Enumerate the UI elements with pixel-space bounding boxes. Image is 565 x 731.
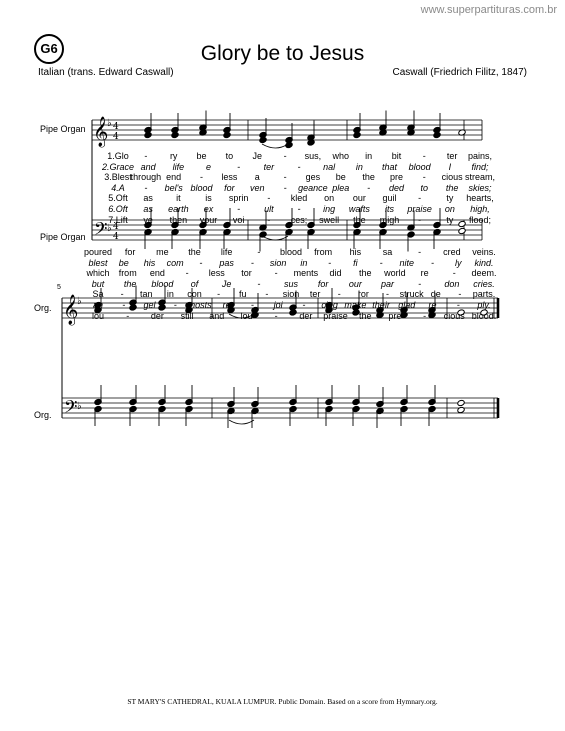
- lyric-syllable: -: [283, 172, 287, 183]
- lyric-syllable: plea: [332, 182, 350, 193]
- lyric-syllable: -: [297, 204, 301, 214]
- lyric-syllable: gel: [143, 300, 156, 310]
- lyric-syllable: ror: [357, 289, 369, 300]
- lyric-syllable: be: [118, 257, 129, 268]
- lyric-syllable: end: [166, 172, 182, 183]
- lyric-syllable: life: [220, 247, 233, 257]
- lyric-syllable: parts.: [472, 289, 496, 300]
- lyric-syllable: sprin: [228, 193, 249, 204]
- lyric-syllable: -: [274, 268, 278, 279]
- lyric-syllable: world: [384, 268, 406, 279]
- lyric-syllable: fu: [238, 289, 247, 300]
- lyrics_system2-line-3: [0, 268, 565, 279]
- lyric-syllable: ments: [293, 268, 319, 279]
- lyric-syllable: -: [302, 300, 306, 310]
- lyric-syllable: bel's: [164, 182, 183, 193]
- lyric-syllable: the: [358, 268, 372, 279]
- bass-clef-icon: 𝄢: [94, 219, 108, 243]
- slur: [262, 236, 288, 240]
- music-credit: Caswall (Friedrich Filitz, 1847): [392, 67, 527, 78]
- lyric-syllable: praise: [407, 204, 432, 214]
- lyric-syllable: de: [430, 289, 441, 300]
- lyric-syllable: e: [205, 161, 212, 172]
- lyric-syllable: -: [418, 247, 422, 257]
- lyric-syllable: the: [445, 182, 459, 193]
- lyric-syllable: less: [221, 172, 238, 183]
- lyrics_system2-line-6: [0, 300, 565, 311]
- lyric-syllable: -: [422, 172, 426, 183]
- lyric-syllable: sus,: [304, 151, 322, 161]
- lyric-syllable: ter: [309, 289, 321, 300]
- lyrics_system2-line-1: [0, 247, 565, 258]
- lyric-syllable: -: [456, 300, 460, 310]
- lyric-syllable: to: [225, 151, 234, 161]
- lyric-syllable: tan: [139, 289, 153, 300]
- flat-icon: ♭: [77, 296, 82, 307]
- treble-clef-icon: 𝄞: [63, 295, 79, 325]
- lyric-syllable: ty: [446, 193, 454, 204]
- lyric-syllable: that: [381, 161, 398, 172]
- lyric-syllable: but: [91, 278, 105, 289]
- lyric-syllable: struck: [399, 289, 424, 300]
- lyric-syllable: blest: [88, 257, 108, 268]
- lyric-syllable: -: [458, 289, 462, 300]
- site-watermark: www.superpartituras.com.br: [420, 4, 557, 16]
- lyric-syllable: -: [199, 257, 203, 268]
- lyric-syllable: a: [254, 172, 260, 183]
- lyric-syllable: tor: [241, 268, 252, 279]
- flat-icon: ♭: [107, 118, 112, 129]
- lyric-syllable: ces;: [290, 214, 308, 225]
- hymn-number-badge: G6: [34, 34, 64, 64]
- lyrics_system1-line-5: [0, 193, 565, 204]
- lyrics_system1-line-1: [0, 151, 565, 162]
- lyric-syllable: 1.Glo: [107, 151, 129, 161]
- lyric-syllable: hearts,: [466, 193, 494, 204]
- lyric-syllable: on: [324, 193, 335, 204]
- lyric-syllable: poured: [83, 247, 113, 257]
- footer-credit: ST MARY'S CATHEDRAL, KUALA LUMPUR. Public Domain. Based on a score from Hymnary.org.: [127, 697, 438, 706]
- lyric-syllable: find;: [471, 161, 489, 172]
- lyric-syllable: -: [367, 182, 371, 193]
- lyric-syllable: kind.: [474, 257, 494, 268]
- text-credit: Italian (trans. Edward Caswall): [38, 67, 174, 78]
- time-sig-top: 4: [113, 122, 119, 132]
- lyric-syllable: -: [423, 310, 427, 321]
- lyric-syllable: -: [386, 289, 389, 300]
- lyric-syllable: con: [187, 289, 202, 300]
- lyric-syllable: their: [372, 300, 390, 310]
- lyric-syllable: Je: [252, 151, 262, 161]
- lyric-syllable: -: [257, 278, 261, 289]
- lyrics_system2-line-5: [0, 289, 565, 300]
- lyric-syllable: -: [431, 257, 435, 268]
- lyric-syllable: par: [380, 278, 395, 289]
- lyric-syllable: -: [379, 257, 383, 268]
- lyric-syllable: blood: [190, 182, 213, 193]
- lyric-syllable: hosts: [190, 300, 212, 310]
- lyric-syllable: did: [329, 268, 342, 279]
- lyrics_system1-line-2: [0, 162, 565, 173]
- lyric-syllable: -: [120, 289, 124, 300]
- lyric-syllable: 5.Oft: [108, 193, 128, 204]
- lyric-syllable: -: [267, 193, 271, 204]
- lyric-syllable: it: [176, 193, 181, 204]
- lyric-syllable: to: [420, 182, 429, 193]
- lyric-syllable: be: [335, 172, 346, 183]
- time-sig-bottom: 4: [113, 232, 119, 242]
- note-head: [457, 406, 465, 413]
- lyric-syllable: be: [196, 151, 207, 161]
- lyric-syllable: -: [122, 300, 126, 310]
- lyric-syllable: 3.Blest: [104, 172, 132, 183]
- lyric-syllable: ply.: [477, 300, 491, 310]
- lyric-syllable: our: [352, 193, 366, 204]
- lyric-syllable: its: [385, 204, 394, 214]
- lyric-syllable: earth: [168, 204, 189, 214]
- lyric-syllable: on: [444, 204, 455, 214]
- lyric-syllable: cious: [443, 310, 465, 321]
- lyrics_system1-line-3: [0, 172, 565, 183]
- lyric-syllable: don: [444, 278, 460, 289]
- lyric-syllable: in: [300, 257, 308, 268]
- lyric-syllable: blood: [279, 247, 303, 257]
- lyric-syllable: and: [140, 161, 156, 172]
- lyric-syllable: me: [156, 247, 169, 257]
- lyric-syllable: -: [237, 161, 241, 172]
- lyric-syllable: cries.: [473, 278, 495, 289]
- lyric-syllable: lou: [240, 310, 253, 321]
- lyric-syllable: ter: [263, 161, 275, 172]
- flat-icon: ♭: [77, 401, 82, 412]
- slur: [229, 420, 254, 424]
- lyric-syllable: bit: [391, 151, 402, 161]
- lyric-syllable: skies;: [468, 182, 492, 193]
- lyric-syllable: re: [420, 268, 429, 279]
- lyric-syllable: 6.Oft: [108, 204, 128, 214]
- lyric-syllable: geance: [298, 182, 328, 193]
- lyric-syllable: pas: [219, 257, 234, 268]
- lyrics_system2-line-2: [0, 258, 565, 269]
- lyric-syllable: cred: [443, 247, 461, 257]
- lyric-syllable: re: [222, 300, 231, 310]
- lyric-syllable: from: [118, 268, 137, 279]
- lyric-syllable: -: [200, 172, 204, 183]
- lyric-syllable: cing: [321, 300, 338, 310]
- instrument-label-lower-sys2: Org.: [34, 410, 52, 420]
- lyric-syllable: Sa: [92, 289, 104, 300]
- lyric-syllable: -: [267, 214, 271, 225]
- lyric-syllable: for: [124, 247, 136, 257]
- flat-icon: ♭: [107, 223, 112, 234]
- lyric-syllable: is: [205, 193, 212, 204]
- lyric-syllable: re: [428, 300, 437, 310]
- lyric-syllable: voi: [232, 214, 245, 225]
- lyric-syllable: blood: [151, 278, 174, 289]
- lyric-syllable: -: [250, 257, 254, 268]
- lyric-syllable: end: [149, 268, 165, 279]
- lyric-syllable: wafts: [348, 204, 370, 214]
- lyric-syllable: the: [353, 214, 366, 225]
- lyric-syllable: glad: [398, 300, 416, 310]
- lyric-syllable: sa: [382, 247, 393, 257]
- lyric-syllable: -: [237, 204, 241, 214]
- lyric-syllable: 7.Lift: [108, 214, 128, 225]
- slur: [262, 144, 288, 148]
- lyric-syllable: as: [143, 204, 153, 214]
- bass-clef-icon: 𝄢: [64, 397, 78, 421]
- lyric-syllable: -: [274, 310, 278, 321]
- lyric-syllable: ty: [446, 214, 454, 225]
- lyric-syllable: nal: [323, 161, 336, 172]
- lyric-syllable: -: [328, 257, 332, 268]
- lyric-syllable: less: [208, 268, 225, 279]
- lyric-syllable: der: [299, 310, 313, 321]
- lyric-syllable: cious: [441, 172, 463, 183]
- lyric-syllable: der: [150, 310, 164, 321]
- lyric-syllable: flood;: [468, 214, 492, 225]
- lyric-syllable: ter: [446, 151, 458, 161]
- page-title: Glory be to Jesus: [200, 42, 365, 65]
- lyric-syllable: praise: [323, 310, 348, 321]
- lyric-syllable: I: [448, 161, 452, 172]
- lyric-syllable: blood.: [471, 310, 497, 321]
- lyric-syllable: still: [180, 310, 194, 321]
- lyric-syllable: pre: [389, 172, 403, 183]
- instrument-label-upper: Pipe Organ: [40, 124, 86, 134]
- lyric-syllable: blood: [408, 161, 431, 172]
- lyric-syllable: ult: [264, 204, 274, 214]
- treble-clef-icon: 𝄞: [93, 117, 109, 147]
- lyric-syllable: ly: [455, 257, 462, 268]
- lyric-syllable: life: [172, 161, 185, 172]
- lyric-syllable: veins.: [472, 247, 496, 257]
- lyric-syllable: -: [185, 268, 189, 279]
- lyric-syllable: -: [126, 310, 130, 321]
- lyric-syllable: ven: [249, 182, 265, 193]
- lyric-syllable: -: [173, 300, 177, 310]
- lyric-syllable: swell: [319, 214, 340, 225]
- lyric-syllable: in: [166, 289, 174, 300]
- lyric-syllable: the: [362, 172, 375, 183]
- lyric-syllable: in: [365, 151, 373, 161]
- lyric-syllable: pre: [388, 310, 402, 321]
- lyric-syllable: com: [166, 257, 184, 268]
- lyrics_system2-line-4: [0, 279, 565, 290]
- lyric-syllable: nite: [399, 257, 415, 268]
- lyric-syllable: through: [130, 172, 162, 183]
- lyric-syllable: ges: [305, 172, 321, 183]
- lyric-syllable: -: [250, 300, 254, 310]
- lyric-syllable: of: [190, 278, 199, 289]
- lyrics_system2-line-7: [0, 311, 565, 322]
- instrument-label-upper-sys2: Org.: [34, 303, 52, 313]
- lyric-syllable: deem.: [471, 268, 497, 279]
- note-head: [458, 227, 466, 234]
- lyric-syllable: his: [143, 257, 156, 268]
- lyric-syllable: our: [348, 278, 362, 289]
- lyrics_system1-line-7: [0, 215, 565, 226]
- lyric-syllable: sus: [283, 278, 299, 289]
- lyric-syllable: in: [355, 161, 363, 172]
- lyrics_system1-line-6: [0, 204, 565, 215]
- lyric-syllable: -: [265, 289, 269, 300]
- lyric-syllable: guil: [382, 193, 397, 204]
- lyric-syllable: the: [123, 278, 137, 289]
- lyric-syllable: -: [283, 151, 287, 161]
- lyric-syllable: -: [144, 151, 148, 161]
- lyric-syllable: an: [92, 300, 104, 310]
- lyric-syllable: which: [86, 268, 110, 279]
- lyric-syllable: -: [418, 278, 422, 289]
- lyric-syllable: -: [418, 214, 422, 225]
- lyric-syllable: -: [297, 161, 301, 172]
- lyric-syllable: -: [283, 182, 287, 193]
- lyric-syllable: sion: [282, 289, 300, 300]
- lyric-syllable: 4.A: [111, 182, 125, 193]
- lyric-syllable: ex: [203, 204, 214, 214]
- lyric-syllable: kled: [290, 193, 308, 204]
- lyric-syllable: high,: [470, 204, 490, 214]
- lyrics_system1-line-4: [0, 183, 565, 194]
- lyric-syllable: ye: [143, 214, 153, 225]
- lyric-syllable: as: [143, 193, 153, 204]
- lyric-syllable: pains,: [467, 151, 493, 161]
- lyric-syllable: and: [209, 310, 225, 321]
- lyric-syllable: for: [224, 182, 235, 193]
- instrument-label-lower: Pipe Organ: [40, 232, 86, 242]
- measure-number: 5: [57, 284, 61, 291]
- lyric-syllable: -: [337, 289, 341, 300]
- lyric-syllable: then: [169, 214, 188, 225]
- lyric-syllable: lou: [91, 310, 105, 321]
- lyric-syllable: who: [332, 151, 350, 161]
- lyric-syllable: 2.Grace: [101, 161, 135, 172]
- lyric-syllable: -: [257, 247, 261, 257]
- note-head: [457, 399, 465, 406]
- lyric-syllable: ded: [388, 182, 404, 193]
- lyric-syllable: the: [358, 310, 372, 321]
- lyric-syllable: make: [344, 300, 367, 310]
- lyric-syllable: your: [199, 214, 218, 225]
- lyric-syllable: his: [349, 247, 362, 257]
- lyric-syllable: -: [418, 193, 422, 204]
- time-sig-top: 4: [113, 222, 119, 232]
- lyric-syllable: stream,: [464, 172, 496, 183]
- lyric-syllable: from: [314, 247, 333, 257]
- lyric-syllable: joi: [273, 300, 283, 310]
- time-sig-bottom: 4: [113, 132, 119, 142]
- lyric-syllable: for: [317, 278, 329, 289]
- lyric-syllable: -: [217, 289, 221, 300]
- lyric-syllable: -: [422, 151, 426, 161]
- lyric-syllable: -: [452, 268, 456, 279]
- lyric-syllable: ry: [169, 151, 178, 161]
- lyric-syllable: the: [188, 247, 201, 257]
- lyric-syllable: fi: [353, 257, 358, 268]
- lyric-syllable: -: [144, 182, 148, 193]
- lyric-syllable: Je: [221, 278, 232, 289]
- lyric-syllable: ing: [323, 204, 336, 214]
- lyric-syllable: migh: [379, 214, 400, 225]
- lyric-syllable: sion: [269, 257, 287, 268]
